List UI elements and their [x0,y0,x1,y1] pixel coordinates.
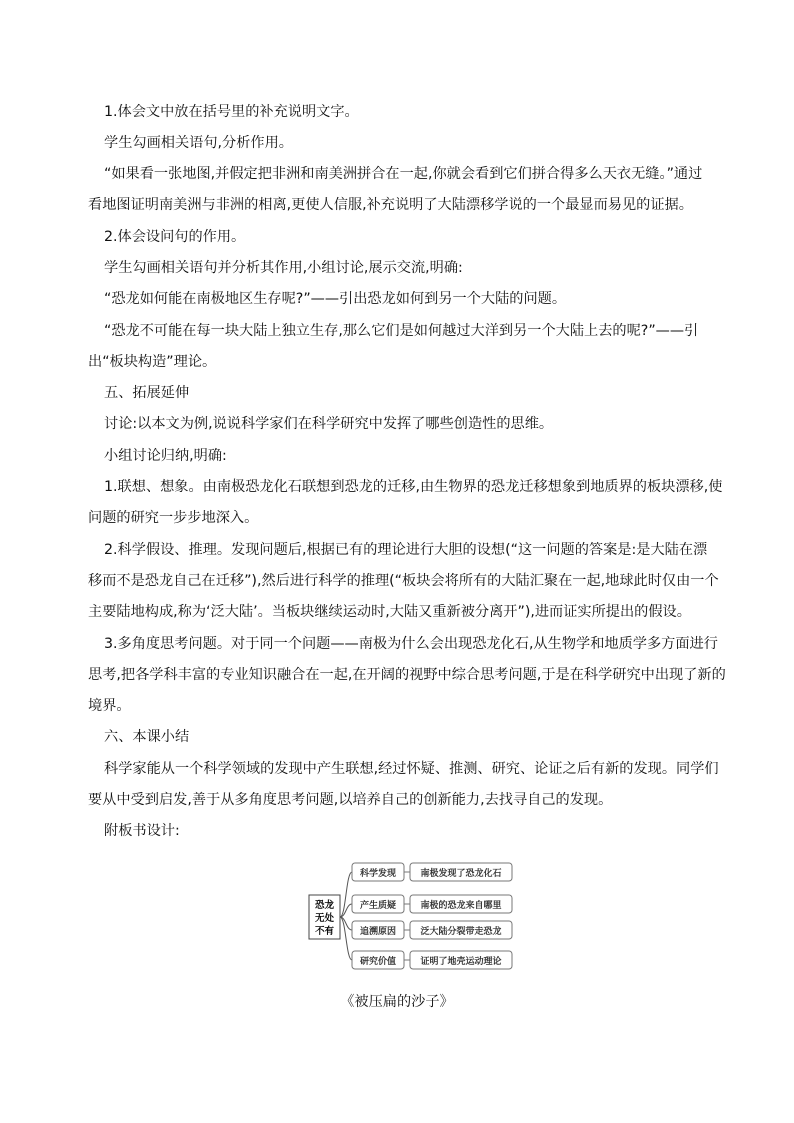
text-line: 看地图证明南美洲与非洲的相离,更使人信服,补充说明了大陆漂移学说的一个最显而易见的证据。 [88,197,693,213]
board-step-label: 产生质疑 [359,901,397,911]
text-line: 学生勾画相关语句并分析其作用,小组讨论,展示交流,明确: [104,260,463,276]
section-heading: 六、本课小结 [104,729,190,745]
section-heading: 五、拓展延伸 [104,385,190,401]
text-line: 要从中受到启发,善于从多角度思考问题,以培养自己的创新能力,去找寻自己的发现。 [88,792,613,808]
text-line: 2.科学假设、推理。发现问题后,根据已有的理论进行大胆的设想(“这一问题的答案是:是大陆在漂 [104,542,708,558]
board-root-line: 无处 [314,913,335,924]
board-step-label: 研究价值 [359,957,397,967]
text-line: 学生勾画相关语句,分析作用。 [104,135,293,151]
text-line: 主要陆地构成,称为‘泛大陆’。当板块继续运动时,大陆又重新被分离开”),进而证实所提出的假设。 [88,604,691,620]
board-root-line: 不有 [314,926,335,937]
text-line: “恐龙不可能在每一块大陆上独立生存,那么它们是如何越过大洋到另一个大陆上去的呢?”——引 [104,323,699,339]
board-content-label: 南极发现了恐龙化石 [420,869,502,879]
text-line: 2.体会设问句的作用。 [104,229,246,245]
text-line: 思考,把各学科丰富的专业知识融合在一起,在开阔的视野中综合思考问题,于是在科学研究中出现了新的 [88,667,726,683]
text-line: “如果看一张地图,并假定把非洲和南美洲拼合在一起,你就会看到它们拼合得多么天衣无缝。”通过 [104,166,703,182]
text-line: 3.多角度思考问题。对于同一个问题——南极为什么会出现恐龙化石,从生物学和地质学多方面进行 [104,636,718,652]
text-line: 境界。 [88,698,131,714]
board-step-label: 科学发现 [359,869,397,879]
board-root-line: 恐龙 [314,900,335,911]
board-content-label: 泛大陆分裂带走恐龙 [420,927,502,937]
text-line: “恐龙如何能在南极地区生存呢?”——引出恐龙如何到另一个大陆的问题。 [104,291,567,307]
board-design-diagram [308,830,538,972]
text-line: 附板书设计: [104,823,180,839]
board-content-label: 南极的恐龙来自哪里 [420,901,502,911]
text-line: 1.体会文中放在括号里的补充说明文字。 [104,104,359,120]
next-lesson-title: 《被压扁的沙子》 [340,994,454,1010]
text-line: 出“板块构造”理论。 [88,354,217,370]
text-line: 科学家能从一个科学领域的发现中产生联想,经过怀疑、推测、研究、论证之后有新的发现。同学们 [104,761,719,777]
text-line: 1.联想、想象。由南极恐龙化石联想到恐龙的迁移,由生物界的恐龙迁移想象到地质界的板块漂移,使 [104,479,723,495]
text-line: 移而不是恐龙自己在迁移”),然后进行科学的推理(“板块会将所有的大陆汇聚在一起,地球此时仅由一个 [88,573,719,589]
board-step-label: 追溯原因 [359,927,397,937]
text-line: 问题的研究一步步地深入。 [88,510,259,526]
text-line: 讨论:以本文为例,说说科学家们在科学研究中发挥了哪些创造性的思维。 [104,416,554,432]
board-content-label: 证明了地壳运动理论 [420,957,502,967]
text-line: 小组讨论归纳,明确: [104,448,227,464]
